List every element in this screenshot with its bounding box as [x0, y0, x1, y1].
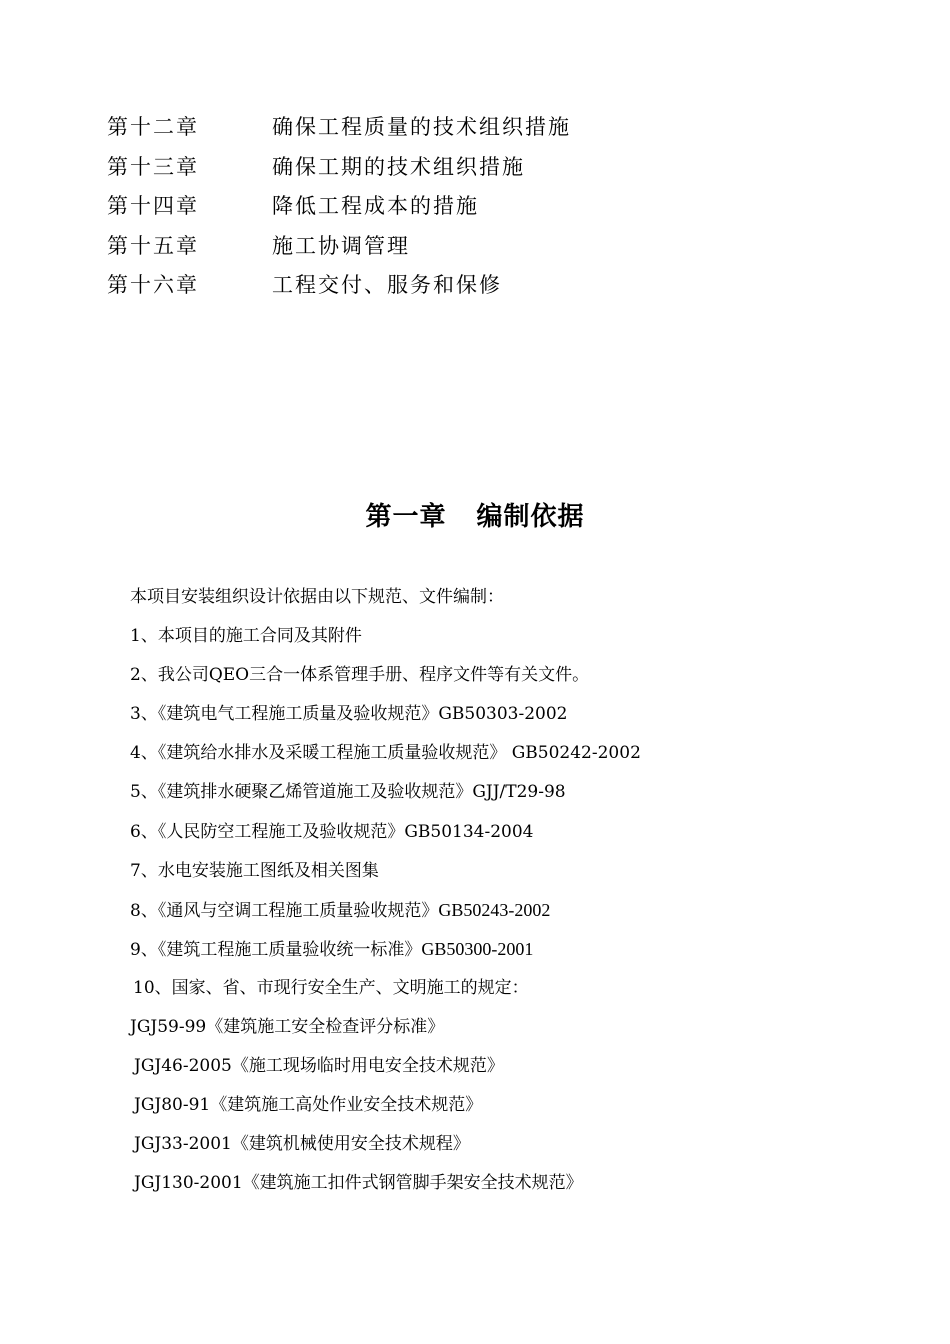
list-item: 2、我公司QEO三合一体系管理手册、程序文件等有关文件。: [130, 665, 590, 686]
toc-chapter-number: 第十三章: [107, 154, 199, 179]
list-item: 5、《建筑排水硬聚乙烯管道施工及验收规范》GJJ/T29-98: [130, 782, 566, 803]
list-item: [130, 930, 641, 969]
toc-chapter-number: 第十二章: [107, 115, 199, 139]
toc-chapter-title: 施工协调管理: [272, 233, 410, 258]
toc-chapter-title: 确保工期的技术组织措施: [272, 154, 525, 179]
chapter-heading: [0, 496, 950, 533]
standard-item: JGJ80-91《建筑施工高处作业安全技术规范》: [134, 1095, 483, 1116]
standard-item: JGJ59-99《建筑施工安全检查评分标准》: [130, 1017, 445, 1038]
toc-chapter-title: 降低工程成本的措施: [272, 194, 479, 218]
intro-paragraph: 本项目安装组织设计依据由以下规范、文件编制：: [130, 587, 504, 607]
standard-item: JGJ46-2005《施工现场临时用电安全技术规范》: [134, 1056, 504, 1077]
list-item: 3、《建筑电气工程施工质量及验收规范》GB50303-2002: [130, 704, 568, 725]
list-item: 4、《建筑给水排水及采暖工程施工质量验收规范》 GB50242-2002: [130, 743, 641, 764]
standard-code: GB50300-2001: [421, 938, 534, 959]
toc-chapter-number: 第十五章: [107, 233, 199, 258]
toc-entry: [107, 187, 571, 227]
standard-item: JGJ33-2001《建筑机械使用安全技术规程》: [134, 1134, 470, 1155]
standard-item: JGJ130-2001《建筑施工扣件式钢管脚手架安全技术规范》: [134, 1173, 583, 1194]
toc-entry: [107, 148, 571, 188]
list-item-text: 8、《通风与空调工程施工质量验收规范》: [130, 900, 439, 921]
table-of-contents: [107, 108, 571, 306]
toc-chapter-number: 第十四章: [107, 194, 199, 218]
standard-code: GB50243-2002: [438, 899, 551, 920]
list-item: 6、《人民防空工程施工及验收规范》GB50134-2004: [130, 821, 534, 842]
toc-entry: [107, 266, 571, 306]
chapter-number: 第一章: [365, 502, 447, 532]
list-item: 7、水电安装施工图纸及相关图集: [130, 860, 379, 881]
basis-list: [130, 578, 641, 1204]
list-item-text: 9、《建筑工程施工质量验收统一标准》: [130, 939, 422, 960]
chapter-title: 编制依据: [476, 502, 585, 532]
toc-chapter-title: 确保工程质量的技术组织措施: [272, 115, 571, 139]
toc-chapter-number: 第十六章: [107, 273, 199, 297]
list-item: 1、本项目的施工合同及其附件: [130, 626, 362, 647]
list-item: 10、国家、省、市现行安全生产、文明施工的规定：: [133, 977, 529, 998]
toc-chapter-title: 工程交付、服务和保修: [272, 273, 502, 297]
toc-entry: [107, 108, 571, 148]
list-item: [130, 891, 641, 930]
toc-entry: [107, 227, 571, 267]
